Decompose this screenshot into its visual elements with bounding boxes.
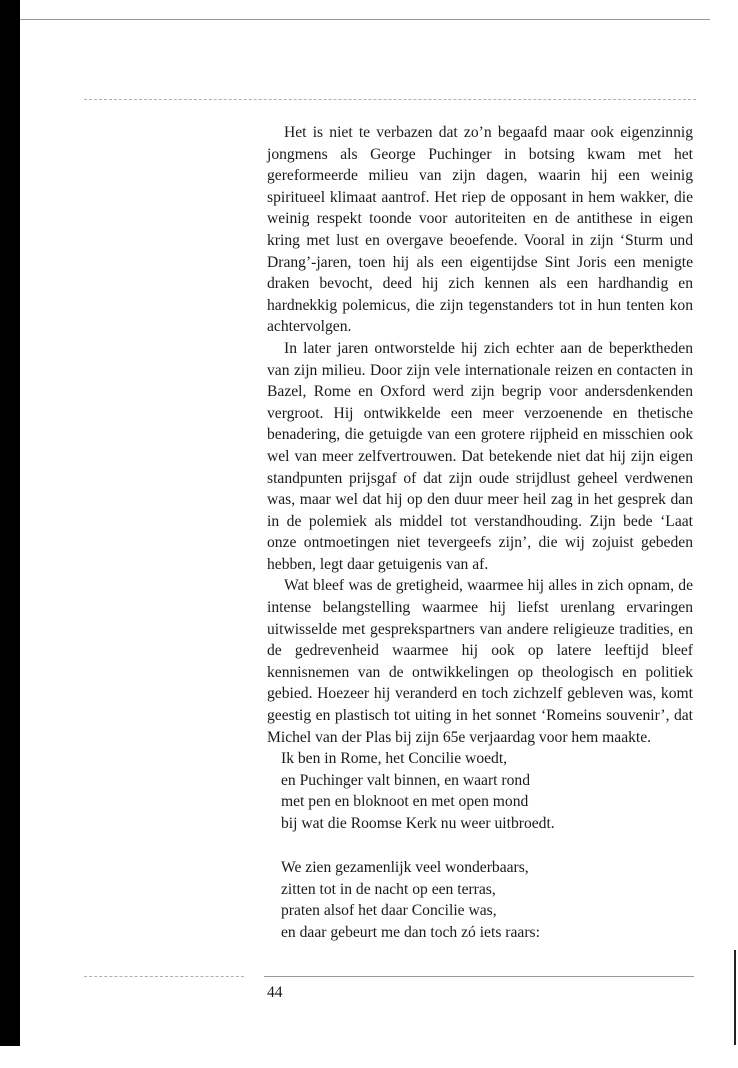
body-text <box>267 122 693 748</box>
poem-line: en Puchinger valt binnen, en waart rond <box>281 771 530 789</box>
scan-top-rule <box>20 19 710 20</box>
scan-edge-mark <box>734 950 736 1045</box>
paragraph-1: Het is niet te verbazen dat zo’n begaafd maar ook eigenzinnig jongmens als George Puchinger in botsing kwam met het gereformeerde milieu van zijn dagen, waarin hij een weinig spiritueel klimaat aantrof. Het riep de opposant in hem wakker, die weinig respekt toonde voor autoriteiten en de antithese in eigen kring met lust en overgave beoefende. Vooral in zijn ‘Sturm und Drang’-jaren, toen hij als een eigentijdse Sint Joris een menigte draken bevocht, deed hij zich kennen als een hardhandig en hardnekkig polemicus, die zijn tegenstanders tot in hun tenten kon achtervolgen. <box>267 124 693 336</box>
footer-rule-left <box>84 976 244 977</box>
poem-stanza-2 <box>281 857 701 943</box>
poem-line: en daar gebeurt me dan toch zó iets raars: <box>281 923 540 941</box>
poem-line: praten alsof het daar Concilie was, <box>281 902 497 920</box>
scan-edge-shadow <box>0 0 20 1046</box>
header-rule <box>84 99 696 100</box>
poem-line: zitten tot in de nacht op een terras, <box>281 880 496 898</box>
poem-line: Ik ben in Rome, het Concilie woedt, <box>281 750 508 767</box>
poem-line: met pen en bloknoot en met open mond <box>281 793 529 811</box>
poem-line: We zien gezamenlijk veel wonderbaars, <box>281 859 529 876</box>
paragraph-2: In later jaren ontworstelde hij zich echter aan de beperktheden van zijn milieu. Door zijn vele internationale reizen en contacten in Bazel, Rome en Oxford werd zijn begrip voor andersdenkenden vergroot. Hij ontwikkelde een meer verzoenende en thetische benadering, die getuigde van een grotere rijpheid en misschien ook wel van meer zelfvertrouwen. Dat betekende niet dat hij zijn eigen standpunten prijsgaf of dat zijn oude strijdlust geheel verdwenen was, maar wel dat hij op den duur meer heil zag in het gesprek dan in de polemiek als middel tot verstandhouding. Zijn bede ‘Laat onze ontmoetingen niet tevergeefs zijn’, die wij zojuist gebeden hebben, legt daar getuigenis van af. <box>267 339 693 573</box>
footer-rule-right <box>264 976 694 977</box>
poem-stanza-1 <box>281 748 701 834</box>
paragraph-3: Wat bleef was de gretigheid, waarmee hij alles in zich opnam, de intense belangstelling waarmee hij liefst urenlang ervaringen uitwisselde met gesprekspartners van andere religieuze tradities, en de gedrevenheid waarmee hij ook op latere leeftijd bleef kennisnemen van de ontwikkelingen op theologisch en politiek gebied. Hoezeer hij veranderd en toch zichzelf gebleven was, komt geestig en plastisch tot uiting in het sonnet ‘Romeins souvenir’, dat Michel van der Plas bij zijn 65e verjaardag voor hem maakte. <box>267 577 693 746</box>
poem-line: bij wat die Roomse Kerk nu weer uitbroedt. <box>281 814 555 832</box>
page-number: 44 <box>267 984 283 1001</box>
